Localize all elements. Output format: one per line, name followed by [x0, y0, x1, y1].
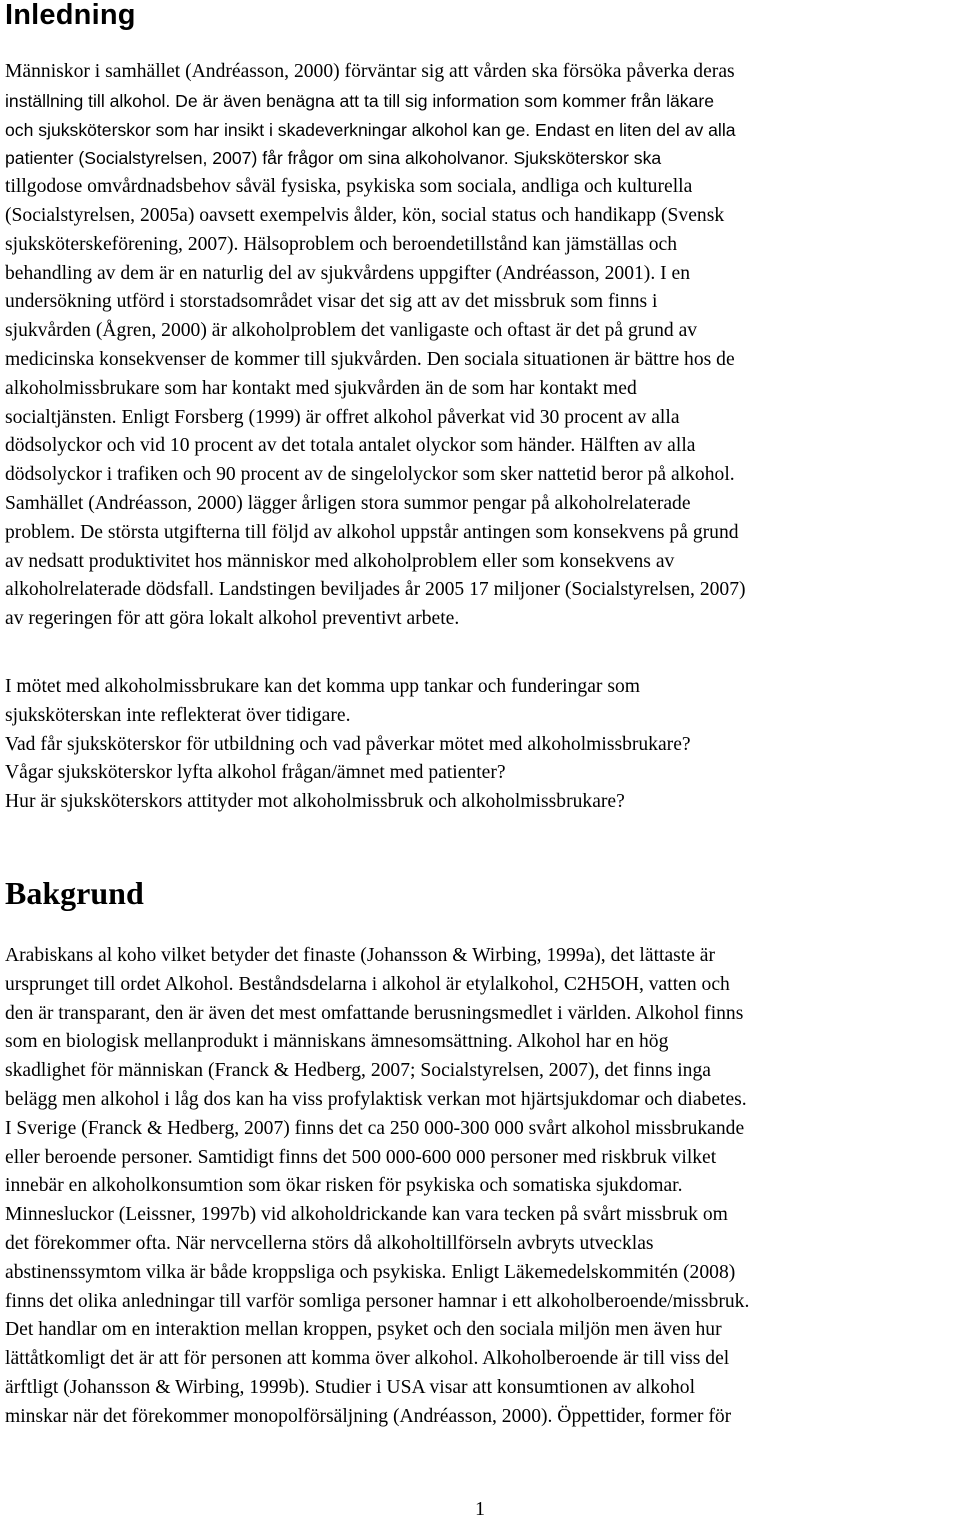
- text-line: Människor i samhället (Andréasson, 2000) förväntar sig att vården ska försöka påverka deras: [5, 61, 735, 82]
- question-line: Vad får sjuksköterskor för utbildning och vad påverkar mötet med alkoholmissbrukare?: [5, 733, 691, 755]
- text-line: finns det olika anledningar till varför somliga personer hamnar i ett alkoholberoende/missbruk.: [5, 1290, 750, 1312]
- text-line: som en biologisk mellanprodukt i människans ämnesomsättning. Alkohol har en hög: [5, 1031, 669, 1053]
- text-line: Det handlar om en interaktion mellan kroppen, psyket och den sociala miljön men även hur: [5, 1319, 722, 1341]
- text-line: ursprunget till ordet Alkohol. Beståndsdelarna i alkohol är etylalkohol, C2H5OH, vatten och: [5, 973, 730, 995]
- text-line: ärftligt (Johansson & Wirbing, 1999b). Studier i USA visar att konsumtionen av alkohol: [5, 1376, 696, 1398]
- text-line: det förekommer ofta. När nervcellerna störs då alkoholtillförseln avbryts utvecklas: [5, 1232, 654, 1254]
- text-line: skadlighet för människan (Franck & Hedberg, 2007; Socialstyrelsen, 2007), det finns inga: [5, 1060, 711, 1082]
- text-line: minskar när det förekommer monopolförsäljning (Andréasson, 2000). Öppettider, former för: [5, 1405, 732, 1427]
- text-line: Samhället (Andréasson, 2000) lägger årligen stora summor pengar på alkoholrelaterade: [5, 492, 691, 514]
- text-line: I Sverige (Franck & Hedberg, 2007) finns det ca 250 000-300 000 svårt alkohol missbrukande: [5, 1117, 745, 1139]
- question-line: Vågar sjuksköterskor lyfta alkohol frågan/ämnet med patienter?: [5, 762, 506, 784]
- text-line: inställning till alkohol. De är även benägna att ta till sig information som kommer från läkare: [5, 90, 714, 111]
- text-line: eller beroende personer. Samtidigt finns det 500 000-600 000 personer med riskbruk vilket: [5, 1146, 717, 1168]
- text-line: alkoholrelaterade dödsfall. Landstingen beviljades år 2005 17 miljoner (Socialstyrelsen, 2007): [5, 579, 746, 601]
- text-line: och sjuksköterskor som har insikt i skadeverkningar alkohol kan ge. Endast en liten del av alla: [5, 119, 736, 140]
- page-number: 1: [475, 1498, 485, 1520]
- text-line: belägg men alkohol i låg dos kan ha viss profylaktisk verkan mot hjärtsjukdomar och diabetes.: [5, 1088, 747, 1110]
- text-line: I mötet med alkoholmissbrukare kan det komma upp tankar och funderingar som: [5, 676, 640, 697]
- question-line: Hur är sjuksköterskors attityder mot alkoholmissbruk och alkoholmissbrukare?: [5, 791, 625, 813]
- intro-paragraph-2: [5, 673, 957, 817]
- background-heading: Bakgrund: [5, 875, 144, 911]
- text-line: undersökning utförd i storstadsområdet visar det sig att av det missbruk som finns i: [5, 291, 658, 313]
- text-line: av regeringen för att göra lokalt alkohol preventivt arbete.: [5, 608, 460, 630]
- text-line: av nedsatt produktivitet hos människor med alkoholproblem eller som konsekvens av: [5, 550, 675, 572]
- text-line: alkoholmissbrukare som har kontakt med sjukvården än de som har kontakt med: [5, 377, 637, 399]
- text-line: Arabiskans al koho vilket betyder det finaste (Johansson & Wirbing, 1999a), det lättaste är: [5, 945, 716, 966]
- text-line: lättåtkomligt det är att för personen att komma över alkohol. Alkoholberoende är till viss del: [5, 1348, 730, 1370]
- background-paragraph: [5, 942, 957, 1432]
- text-line: tillgodose omvårdnadsbehov såväl fysiska, psykiska som sociala, andliga och kulturella: [5, 176, 693, 198]
- text-line: den är transparant, den är även det mest omfattande berusningsmedlet i världen. Alkohol finns: [5, 1002, 744, 1024]
- intro-paragraph-1: [5, 58, 957, 634]
- text-line: (Socialstyrelsen, 2005a) oavsett exempelvis ålder, kön, social status och handikapp (Svensk: [5, 204, 725, 226]
- intro-heading: Inledning: [5, 0, 136, 31]
- text-line: sjukvården (Ågren, 2000) är alkoholproblem det vanligaste och oftast är det på grund av: [5, 320, 698, 342]
- text-line: socialtjänsten. Enligt Forsberg (1999) är offret alkohol påverkat vid 30 procent av alla: [5, 406, 680, 428]
- text-line: innebär en alkoholkonsumtion som ökar risken för psykiska och somatiska sjukdomar.: [5, 1175, 683, 1197]
- text-line: patienter (Socialstyrelsen, 2007) får frågor om sina alkoholvanor. Sjuksköterskor ska: [5, 148, 662, 169]
- text-line: medicinska konsekvenser de kommer till sjukvården. Den sociala situationen är bättre hos de: [5, 348, 735, 370]
- text-line: dödsolyckor i trafiken och 90 procent av de singelolyckor som sker nattetid beror på alkohol.: [5, 464, 735, 486]
- text-line: sjuksköterskan inte reflekterat över tidigare.: [5, 704, 351, 726]
- text-line: sjuksköterskeförening, 2007). Hälsoproblem och beroendetillstånd kan jämställas och: [5, 233, 678, 255]
- text-line: problem. De största utgifterna till följd av alkohol uppstår antingen som konsekvens på grund: [5, 521, 739, 543]
- text-line: behandling av dem är en naturlig del av sjukvårdens uppgifter (Andréasson, 2001). I en: [5, 262, 691, 284]
- text-line: dödsolyckor och vid 10 procent av det totala antalet olyckor som händer. Hälften av alla: [5, 435, 696, 457]
- text-line: abstinenssymtom vilka är både kroppsliga och psykiska. Enligt Läkemedelskommitén (2008): [5, 1261, 736, 1283]
- text-line: Minnesluckor (Leissner, 1997b) vid alkoholdrickande kan vara tecken på svårt missbruk om: [5, 1204, 728, 1226]
